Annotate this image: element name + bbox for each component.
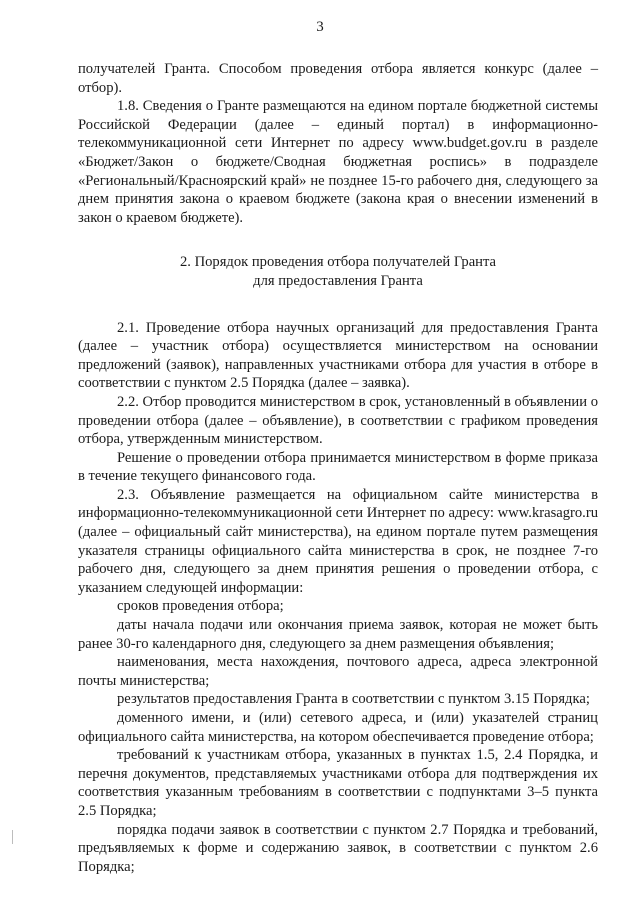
section-heading: [78, 253, 598, 290]
section-heading-line-1: 2. Порядок проведения отбора получателей Гранта: [179, 254, 497, 271]
list-item-contacts: наименования, места нахождения, почтового адреса, адреса электронной почты министерства;: [78, 654, 598, 689]
page-number: 3: [316, 19, 324, 35]
list-item-dates: даты начала подачи или окончания приема заявок, которая не может быть ранее 30-го календарного дня, следующего за днем размещения объявления;: [78, 617, 598, 652]
scan-artifact: [12, 830, 13, 844]
paragraph-decision: Решение о проведении отбора принимается министерством в форме приказа в течение текущего финансового года.: [78, 449, 598, 485]
list-item-domain: доменного имени, и (или) сетевого адреса, и (или) указателей страниц официального сайта министерства, на котором обеспечивается проведение отбора;: [78, 710, 598, 745]
list-item-terms: сроков проведения отбора;: [117, 598, 284, 615]
paragraph-2-3: 2.3. Объявление размещается на официальном сайте министерства в информационно-телекоммуникационной сети Интернет по адресу: www.krasagro.ru (далее – официальный сайт министерства), на едином портале путем размещения указателя страницы официального сайта министерства в срок, не позднее 7-го рабочего дня, следующего за днем принятия решения о проведении отбора, с указанием следующей информации:: [78, 486, 598, 596]
paragraph-continuation: получателей Гранта. Способом проведения отбора является конкурс (далее – отбор).: [78, 61, 598, 96]
paragraph-2-2: 2.2. Отбор проводится министерством в срок, установленный в объявлении о проведении отбора (далее – объявление), в соответствии с графиком проведения отбора, утвержденным министерством.: [78, 393, 598, 448]
paragraph-1-8: 1.8. Сведения о Гранте размещаются на едином портале бюджетной системы Российской Федерации (далее – единый портал) в информационно-телекоммуникационной сети Интернет по адресу www.budget.gov.ru в разделе «Бюджет/Закон о бюджете/Сводная бюджетная роспись» в подразделе «Региональный/Красноярский край» не позднее 15-го рабочего дня, следующего за днем принятия закона о краевом бюджете (закона края о внесении изменений в закон о краевом бюджете).: [78, 98, 598, 226]
document-body: [78, 60, 598, 876]
list-item-results: результатов предоставления Гранта в соответствии с пунктом 3.15 Порядка;: [117, 691, 590, 708]
paragraph-2-1: 2.1. Проведение отбора научных организаций для предоставления Гранта (далее – участник отбора) осуществляется министерством на основании предложений (заявок), направленных участниками отбора для участия в отборе в соответствии с пунктом 2.5 Порядка (далее – заявка).: [78, 319, 598, 392]
section-heading-line-2: для предоставления Гранта: [253, 272, 423, 289]
list-item-requirements: требований к участникам отбора, указанных в пунктах 1.5, 2.4 Порядка, и перечня документов, представляемых участниками отбора для подтверждения их соответствия указанным требованиям в соответствии с подпунктами 3–5 пункта 2.5 Порядка;: [78, 747, 598, 819]
list-item-submission: порядка подачи заявок в соответствии с пунктом 2.7 Порядка и требований, предъявляемых к форме и содержанию заявок, в соответствии с пунктом 2.6 Порядка;: [78, 821, 598, 875]
